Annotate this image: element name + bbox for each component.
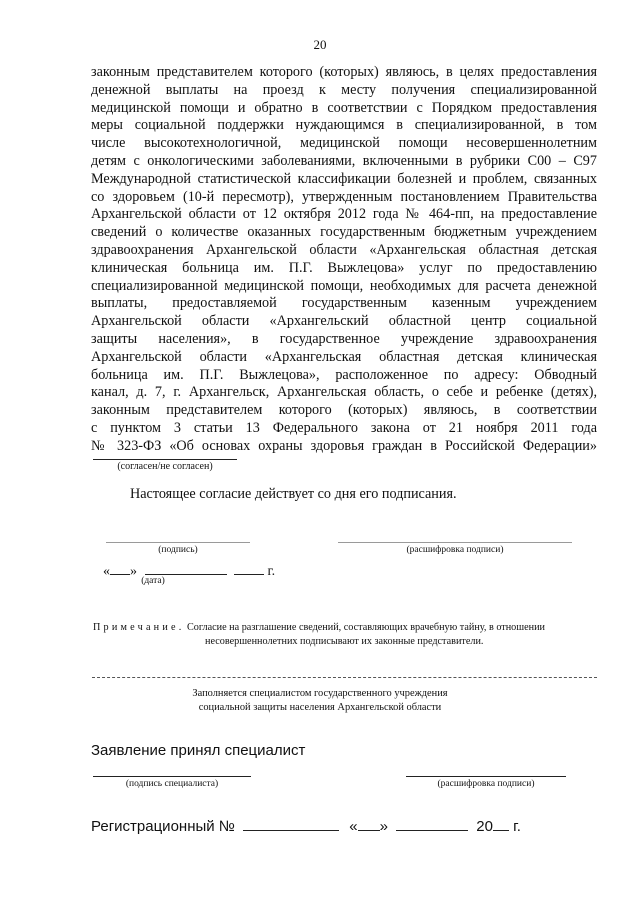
body-line: детям с онкологическими заболеваниями, включенными в рубрики С00 – С97	[91, 152, 597, 169]
registration-row	[91, 816, 521, 835]
note-text-line2: несовершеннолетних подписывают их законные представители.	[205, 636, 484, 647]
body-line: Архангельской области «Архангельская областная детская клиническая	[91, 348, 597, 365]
registration-label: Регистрационный №	[91, 818, 235, 835]
body-line: специализированной медицинской помощи, необходимых для расчета денежной	[91, 277, 597, 294]
date-caption: (дата)	[141, 576, 165, 586]
specialist-signature-caption: (подпись специалиста)	[125, 779, 219, 789]
note	[93, 621, 597, 649]
body-line: выплаты, предоставляемой государственным казенным учреждением	[91, 295, 597, 312]
registration-day-field[interactable]	[358, 816, 380, 831]
body-line: Архангельской области «Архангельский областной центр социальной	[91, 313, 597, 330]
date-year-field[interactable]	[234, 561, 264, 575]
registration-open-quote: «	[349, 818, 358, 835]
specialist-note	[0, 687, 640, 714]
specialist-transcript-line[interactable]	[406, 776, 566, 777]
body-line: больница им. П.Г. Выжлецова», расположенное по адресу: Обводный	[91, 366, 597, 383]
registration-year-field[interactable]	[493, 816, 509, 831]
body-line: здравоохранения Архангельской области «Архангельская областная детская	[91, 241, 597, 258]
signature-field-line[interactable]	[106, 542, 250, 543]
body-line: № 323-ФЗ «Об основах охраны здоровья граждан в Российской Федерации»	[91, 437, 597, 454]
body-line: канал, д. 7, г. Архангельск, Архангельская область, о себе и ребенке (детях),	[91, 384, 597, 401]
body-line: со здоровьем (10-й пересмотр), утвержденным постановлением Правительства	[91, 188, 597, 205]
registration-month-field[interactable]	[396, 816, 468, 831]
agree-caption: (согласен/не согласен)	[117, 461, 213, 472]
signature-caption: (подпись)	[158, 545, 198, 555]
body-line: меры социальной поддержки нуждающимся в специализированной, в том	[91, 117, 597, 134]
specialist-transcript-caption: (расшифровка подписи)	[437, 779, 535, 789]
body-line: клиническая больница им. П.Г. Выжлецова» услуг по предоставлению	[91, 259, 597, 276]
specialist-signature-line[interactable]	[93, 776, 251, 777]
received-by-specialist: Заявление принял специалист	[91, 742, 306, 759]
date-suffix: г.	[267, 564, 276, 579]
body-line: законным представителем которого (которых) являюсь, в соответствии	[91, 402, 597, 419]
body-line: числе высокотехнологичной, медицинской помощи несовершеннолетним	[91, 135, 597, 152]
note-text-line1: Согласие на разглашение сведений, составляющих врачебную тайну, в отношении	[186, 622, 545, 633]
date-open-quote: «	[103, 564, 110, 579]
page-number: 20	[313, 37, 327, 52]
registration-suffix: г.	[513, 818, 521, 835]
registration-close-quote: »	[379, 818, 388, 835]
transcript-caption: (расшифровка подписи)	[406, 545, 504, 555]
consent-body-text	[91, 64, 597, 456]
body-line: Архангельской области от 12 октября 2012 года № 464-пп, на предоставление	[91, 206, 597, 223]
body-line: сведений о количестве оказанных государственным бюджетным учреждением	[91, 224, 597, 241]
transcript-field-line[interactable]	[338, 542, 572, 543]
body-line: медицинской помощи и обратно в соответствии с Порядком предоставления	[91, 99, 597, 116]
specialist-note-line1: Заполняется специалистом государственного учреждения	[192, 688, 448, 699]
body-line: с пунктом 3 статьи 13 Федерального закона от 21 ноября 2011 года	[91, 419, 597, 436]
date-day-field[interactable]	[110, 561, 130, 575]
registration-number-field[interactable]	[243, 816, 339, 831]
date-close-quote: »	[130, 564, 137, 579]
date-month-field[interactable]	[145, 561, 227, 575]
agree-field-line[interactable]	[93, 459, 237, 460]
body-line: защиты населения», в государственное учреждение здравоохранения	[91, 330, 597, 347]
specialist-note-line2: социальной защиты населения Архангельской области	[198, 701, 442, 713]
body-line: законным представителем которого (которых) являюсь, в целях предоставления	[91, 64, 597, 80]
validity-statement: Настоящее согласие действует со дня его подписания.	[130, 486, 457, 502]
registration-year-prefix: 20	[476, 818, 493, 835]
body-line: Международной статистической классификации болезней и проблем, связанных	[91, 170, 597, 187]
dashed-divider	[92, 677, 597, 678]
note-label: Примечание.	[93, 622, 185, 633]
body-line: денежной выплаты на проезд к месту получения специализированной	[91, 81, 597, 98]
